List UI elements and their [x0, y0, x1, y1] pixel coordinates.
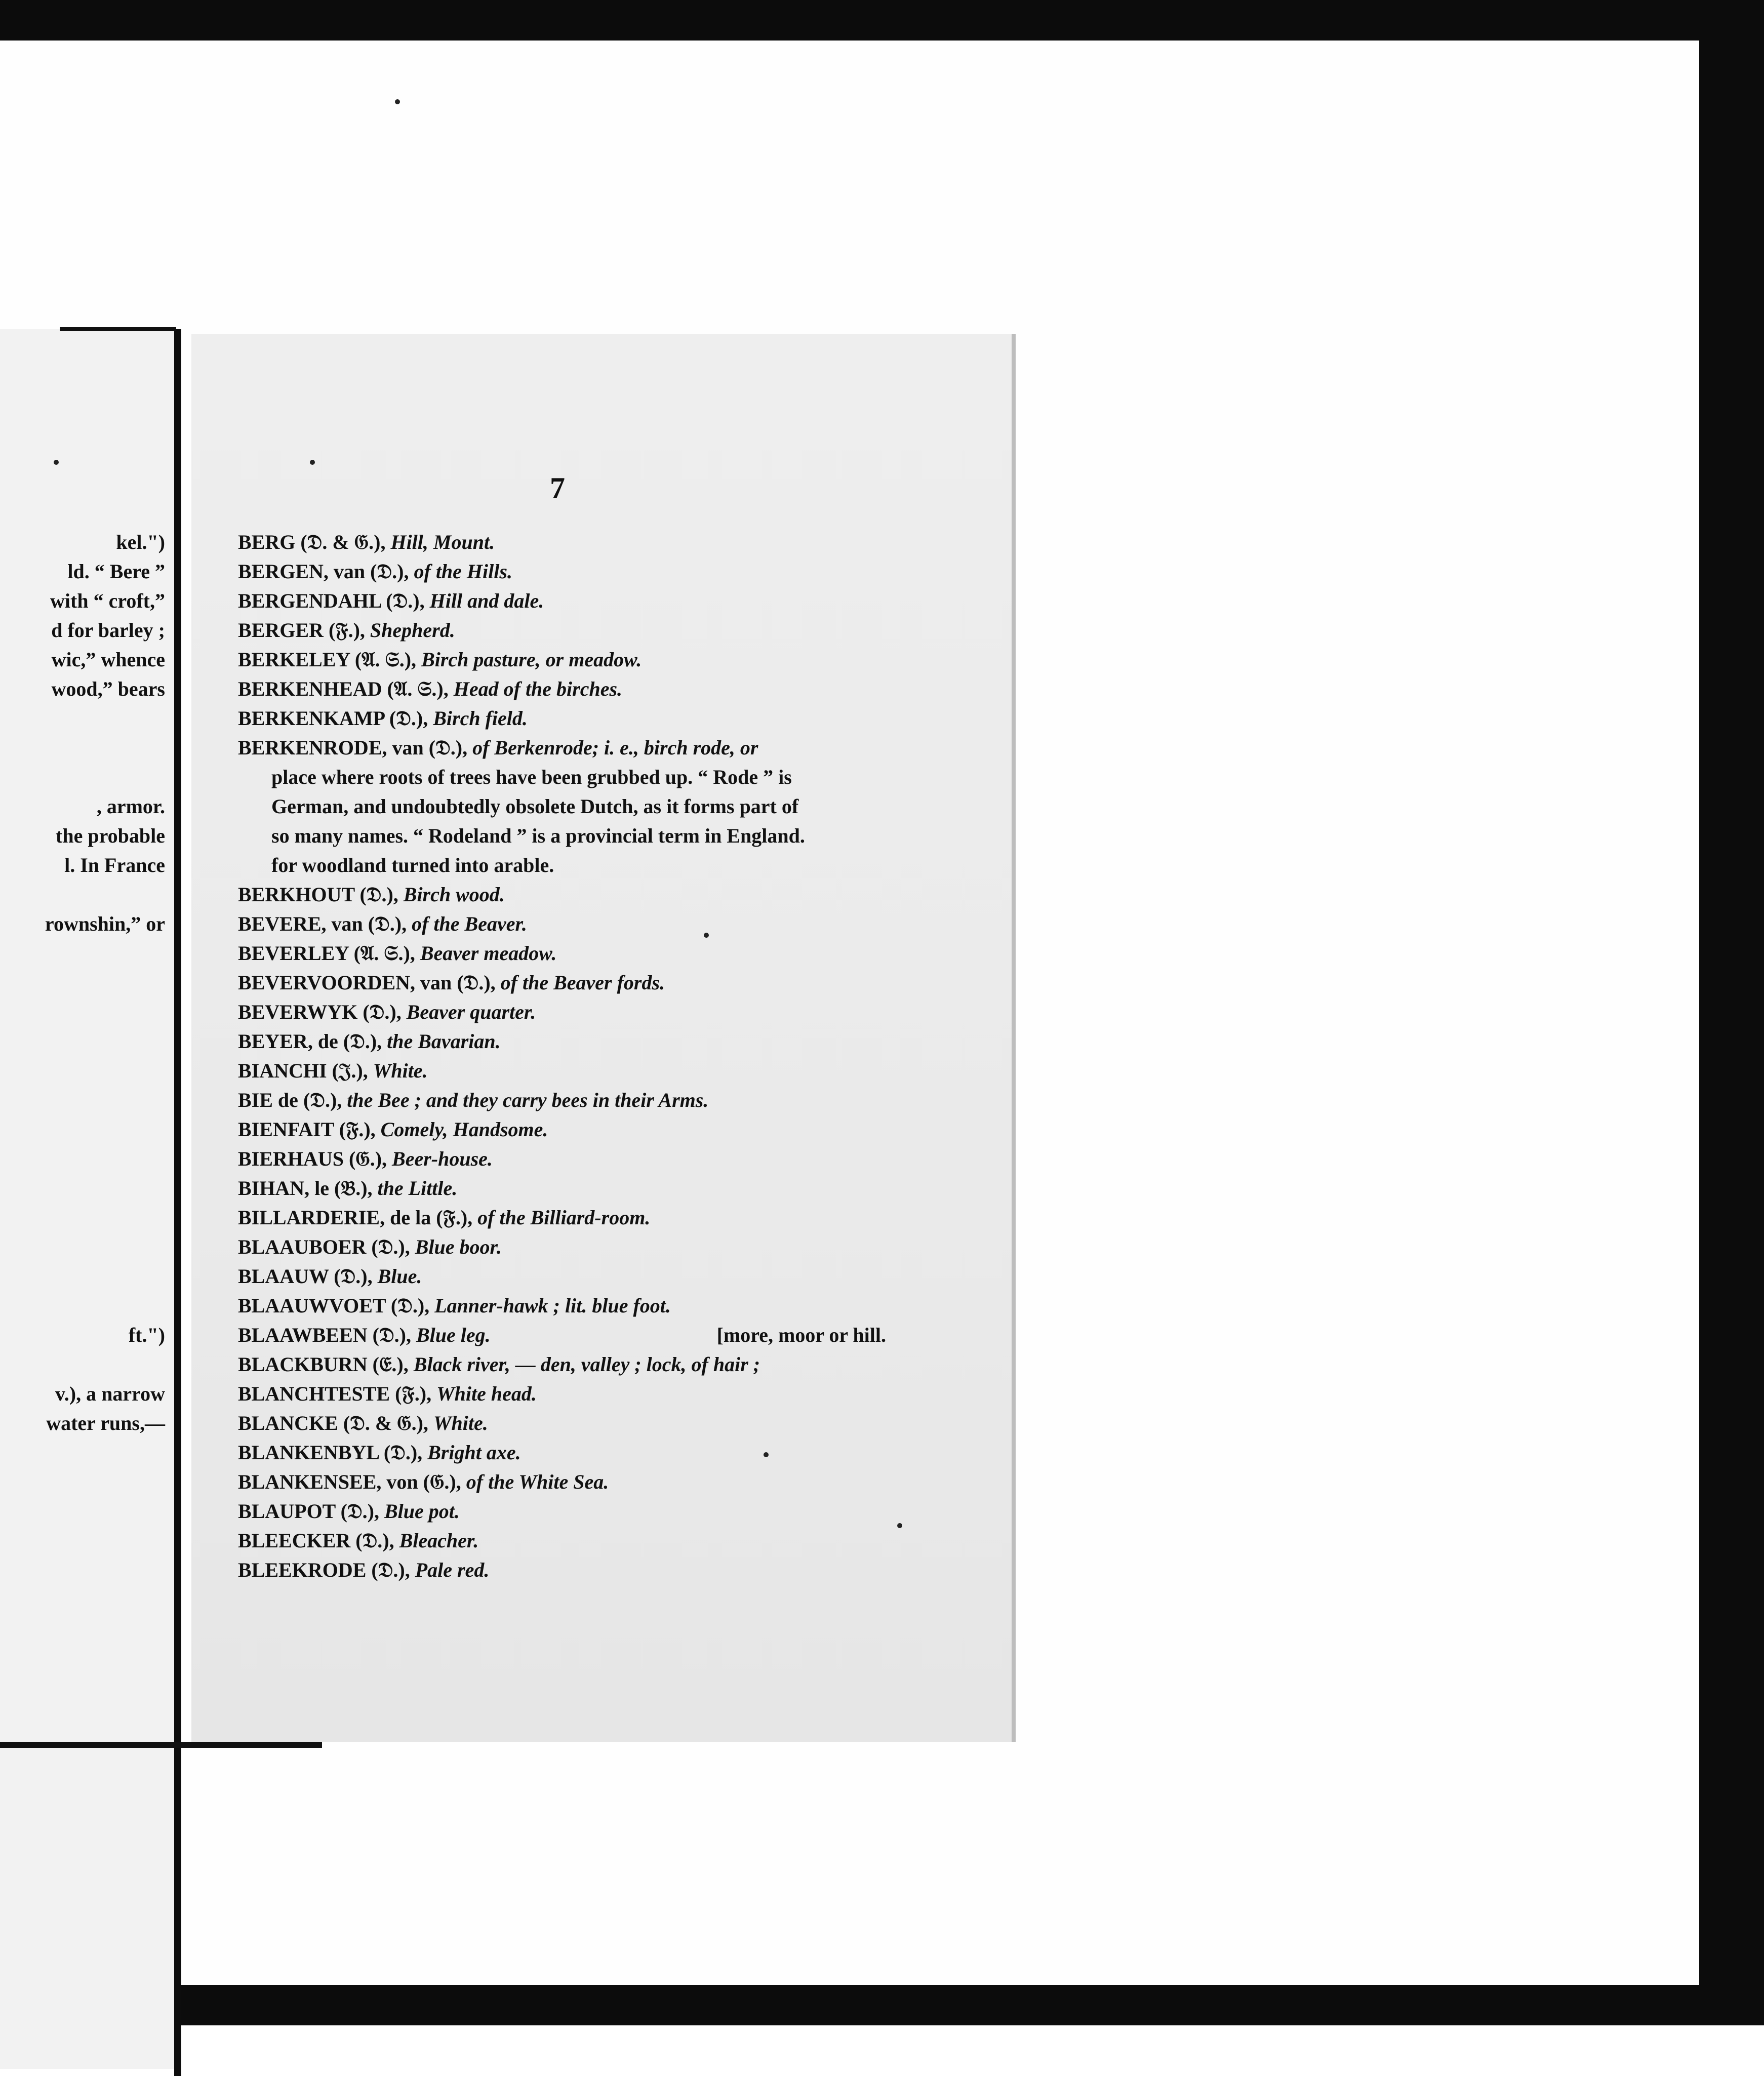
- entry-meaning: Bleacher.: [399, 1529, 479, 1552]
- entry-origin: (𝔉.),: [395, 1382, 432, 1405]
- entry-name: BEVERE, van: [238, 912, 363, 935]
- entry-origin: (𝔇.),: [383, 1441, 423, 1464]
- entry-continuation: [238, 851, 886, 880]
- entry-meaning: White.: [433, 1412, 488, 1434]
- previous-page-line: [0, 1144, 165, 1174]
- dictionary-entry: [238, 880, 886, 909]
- dictionary-entry: [238, 1497, 886, 1526]
- scan-border-top: [0, 0, 1764, 41]
- entry-name: BERKENRODE, van: [238, 736, 424, 759]
- previous-page-line: [0, 1203, 165, 1232]
- previous-page-line: wood,” bears: [51, 677, 165, 700]
- dictionary-entry: [238, 997, 886, 1027]
- scan-speck: [764, 1452, 769, 1457]
- entry-meaning: Blue leg.: [416, 1324, 491, 1346]
- entry-name: BERGER: [238, 619, 324, 642]
- previous-page-line: [0, 1027, 165, 1056]
- entry-name: BERKELEY: [238, 648, 350, 671]
- entry-origin: (𝔇.),: [334, 1265, 373, 1288]
- entry-name: BIHAN, le: [238, 1177, 329, 1200]
- scan-speck: [704, 933, 709, 938]
- entry-meaning: Beaver meadow.: [420, 942, 557, 965]
- entry-name: BERKENKAMP: [238, 707, 384, 730]
- dictionary-entry: [238, 528, 886, 557]
- entry-meaning: Head of the birches.: [453, 677, 623, 700]
- entry-continuation: [238, 792, 886, 821]
- entry-meaning: Shepherd.: [370, 619, 455, 642]
- entry-origin: (𝔍.),: [332, 1059, 368, 1082]
- entry-name: BLAAUWVOET: [238, 1294, 386, 1317]
- previous-page-line: [0, 939, 165, 968]
- entry-origin: (𝔉.),: [339, 1118, 376, 1141]
- entry-name: BEVERLEY: [238, 942, 349, 965]
- bottom-edge-rule: [0, 1742, 322, 1748]
- dictionary-entry: [238, 939, 886, 968]
- entry-meaning: Black river, — den, valley ; lock, of hair ;: [413, 1353, 760, 1376]
- entry-name: BERGENDAHL: [238, 589, 381, 612]
- entry-name: BILLARDERIE, de la: [238, 1206, 431, 1229]
- scan-speck: [310, 460, 315, 465]
- previous-page-line: [0, 1232, 165, 1262]
- entry-meaning: of Berkenrode; i. e., birch rode, or: [472, 736, 758, 759]
- previous-page-line: [0, 1291, 165, 1321]
- entry-origin: (𝔇.),: [428, 736, 468, 759]
- scan-speck: [395, 99, 400, 104]
- entry-meaning: Beaver quarter.: [406, 1001, 536, 1023]
- entry-origin: (𝔇.),: [386, 589, 425, 612]
- previous-page-line: [0, 1262, 165, 1291]
- entry-continuation-text: German, and undoubtedly obsolete Dutch, as it forms part of: [271, 795, 799, 818]
- dictionary-entry: [238, 1467, 886, 1497]
- entry-name: BEVERVOORDEN, van: [238, 971, 452, 994]
- entry-origin: (𝔇.),: [370, 560, 409, 583]
- entry-origin: (𝔇.),: [343, 1030, 382, 1053]
- previous-page-line: ld. “ Bere ”: [67, 560, 165, 583]
- previous-page-line: v.), a narrow: [55, 1382, 165, 1405]
- entry-name: BERKHOUT: [238, 883, 355, 906]
- entry-meaning: of the White Sea.: [466, 1470, 609, 1493]
- dictionary-entry: [238, 968, 886, 997]
- entry-meaning: Blue boor.: [415, 1235, 502, 1258]
- dictionary-entry: [238, 586, 886, 616]
- previous-page-line: [0, 763, 165, 792]
- entry-origin: (𝔈.),: [372, 1353, 409, 1376]
- dictionary-entry: [238, 1144, 886, 1174]
- entry-continuation-text: place where roots of trees have been grubbed up. “ Rode ” is: [271, 766, 792, 788]
- entry-name: BLAUPOT: [238, 1500, 336, 1523]
- entry-meaning: Comely, Handsome.: [380, 1118, 548, 1141]
- dictionary-entry: [238, 616, 886, 645]
- entry-origin: (𝔇.),: [355, 1529, 394, 1552]
- entry-aside: [more, moor or hill.: [716, 1324, 886, 1346]
- previous-page-text: [0, 528, 165, 1438]
- entry-name: BLACKBURN: [238, 1353, 368, 1376]
- entry-name: BEYER, de: [238, 1030, 338, 1053]
- entry-meaning: Lanner-hawk ; lit. blue foot.: [434, 1294, 671, 1317]
- entry-name: BERG: [238, 531, 296, 553]
- dictionary-entries: [238, 528, 886, 1585]
- dictionary-entry: [238, 1409, 886, 1438]
- entry-name: BLAAWBEEN: [238, 1324, 368, 1346]
- entry-meaning: the Little.: [377, 1177, 458, 1200]
- scan-border-bottom: [0, 1985, 1764, 2025]
- previous-page-line: [0, 1086, 165, 1115]
- previous-page-line: , armor.: [96, 795, 165, 818]
- page-number: 7: [550, 471, 565, 505]
- entry-continuation-text: for woodland turned into arable.: [271, 854, 554, 876]
- dictionary-entry: [238, 1056, 886, 1086]
- entry-origin: (𝔄. 𝔖.),: [354, 648, 417, 671]
- entry-meaning: the Bee ; and they carry bees in their Arms.: [347, 1089, 709, 1111]
- entry-name: BIERHAUS: [238, 1147, 344, 1170]
- entry-origin: (𝔅.),: [334, 1177, 373, 1200]
- dictionary-entry: [238, 1555, 886, 1585]
- entry-origin: (𝔇.),: [368, 912, 407, 935]
- entry-meaning: Blue pot.: [384, 1500, 460, 1523]
- entry-meaning: of the Beaver fords.: [500, 971, 665, 994]
- entry-meaning: White.: [373, 1059, 428, 1082]
- entry-meaning: Birch wood.: [403, 883, 505, 906]
- dictionary-entry: [238, 1232, 886, 1262]
- previous-page-line: [0, 1174, 165, 1203]
- entry-continuation: [238, 821, 886, 851]
- entry-name: BLANCKE: [238, 1412, 338, 1434]
- entry-origin: (𝔇.),: [390, 1294, 430, 1317]
- gutter-shadow: [174, 329, 181, 2076]
- entry-origin: (𝔇. & 𝔊.),: [343, 1412, 428, 1434]
- entry-name: BLAAUBOER: [238, 1235, 367, 1258]
- entry-meaning: of the Hills.: [414, 560, 512, 583]
- entry-meaning: Beer-house.: [392, 1147, 493, 1170]
- entry-origin: (𝔇.),: [371, 1235, 410, 1258]
- entry-meaning: Birch field.: [433, 707, 528, 730]
- dictionary-entry: [238, 1526, 886, 1555]
- entry-origin: (𝔊.),: [423, 1470, 461, 1493]
- previous-page-line: rownshin,” or: [45, 912, 165, 935]
- entry-meaning: Bright axe.: [427, 1441, 521, 1464]
- dictionary-entry: [238, 1027, 886, 1056]
- dictionary-entry: [238, 1438, 886, 1467]
- previous-page-line: kel."): [116, 531, 165, 553]
- entry-meaning: of the Beaver.: [412, 912, 527, 935]
- entry-meaning: White head.: [436, 1382, 537, 1405]
- entry-origin: (𝔄. 𝔖.),: [353, 942, 415, 965]
- previous-page-line: [0, 733, 165, 763]
- dictionary-entry: [238, 704, 886, 733]
- entry-origin: (𝔄. 𝔖.),: [387, 677, 449, 700]
- entry-meaning: Birch pasture, or meadow.: [421, 648, 642, 671]
- entry-meaning: of the Billiard-room.: [477, 1206, 651, 1229]
- entry-origin: (𝔇. & 𝔊.),: [300, 531, 386, 553]
- entry-origin: (𝔇.),: [340, 1500, 379, 1523]
- previous-page-line: d for barley ;: [51, 619, 165, 642]
- entry-meaning: Hill, Mount.: [390, 531, 495, 553]
- previous-page-line: [0, 1115, 165, 1144]
- entry-origin: (𝔇.),: [372, 1324, 411, 1346]
- dictionary-entry: [238, 1291, 886, 1321]
- previous-page-line: [0, 704, 165, 733]
- entry-name: BLEECKER: [238, 1529, 351, 1552]
- entry-name: BERKENHEAD: [238, 677, 382, 700]
- dictionary-entry: [238, 1262, 886, 1291]
- previous-page-line: [0, 880, 165, 909]
- top-edge-rule: [60, 327, 176, 331]
- entry-meaning: Hill and dale.: [429, 589, 544, 612]
- dictionary-entry: [238, 557, 886, 586]
- entry-name: BEVERWYK: [238, 1001, 358, 1023]
- previous-page-line: [0, 997, 165, 1027]
- entry-origin: (𝔉.),: [436, 1206, 473, 1229]
- entry-name: BLANKENSEE, von: [238, 1470, 418, 1493]
- scan-speck: [54, 460, 59, 465]
- entry-origin: (𝔇.),: [359, 883, 398, 906]
- dictionary-entry: [238, 1203, 886, 1232]
- dictionary-entry: [238, 645, 886, 674]
- entry-meaning: Pale red.: [415, 1559, 490, 1581]
- previous-page-line: ft."): [128, 1324, 165, 1346]
- previous-page-line: l. In France: [64, 854, 165, 876]
- entry-name: BLEEKRODE: [238, 1559, 367, 1581]
- entry-origin: (𝔇.),: [303, 1089, 342, 1111]
- entry-origin: (𝔇.),: [389, 707, 428, 730]
- entry-name: BERGEN, van: [238, 560, 366, 583]
- entry-continuation: [238, 763, 886, 792]
- previous-page-line: [0, 968, 165, 997]
- scan-border-right: [1699, 30, 1764, 2025]
- entry-origin: (𝔇.),: [363, 1001, 402, 1023]
- entry-meaning: the Bavarian.: [387, 1030, 501, 1053]
- previous-page-line: wic,” whence: [51, 648, 165, 671]
- previous-page-line: water runs,—: [46, 1412, 165, 1434]
- previous-page-line: [0, 1056, 165, 1086]
- dictionary-entry: [238, 1086, 886, 1115]
- dictionary-entry: [238, 1115, 886, 1144]
- entry-name: BLANCHTESTE: [238, 1382, 390, 1405]
- entry-origin: (𝔉.),: [328, 619, 365, 642]
- dictionary-entry: [238, 1379, 886, 1409]
- previous-page-line: [0, 1350, 165, 1379]
- dictionary-entry: [238, 1350, 886, 1379]
- dictionary-entry: [238, 733, 886, 763]
- previous-page-line: the probable: [56, 824, 165, 847]
- entry-origin: (𝔊.),: [348, 1147, 387, 1170]
- entry-name: BIENFAIT: [238, 1118, 334, 1141]
- entry-origin: (𝔇.),: [457, 971, 496, 994]
- dictionary-entry: [238, 1321, 886, 1350]
- previous-page-line: with “ croft,”: [50, 589, 165, 612]
- entry-continuation-text: so many names. “ Rodeland ” is a provincial term in England.: [271, 824, 805, 847]
- dictionary-entry: [238, 674, 886, 704]
- scan-speck: [897, 1523, 902, 1528]
- entry-name: BIE de: [238, 1089, 298, 1111]
- entry-origin: (𝔇.),: [371, 1559, 410, 1581]
- dictionary-entry: [238, 1174, 886, 1203]
- dictionary-entry: [238, 909, 886, 939]
- entry-name: BLAAUW: [238, 1265, 329, 1288]
- entry-name: BIANCHI: [238, 1059, 327, 1082]
- entry-meaning: Blue.: [377, 1265, 422, 1288]
- entry-name: BLANKENBYL: [238, 1441, 379, 1464]
